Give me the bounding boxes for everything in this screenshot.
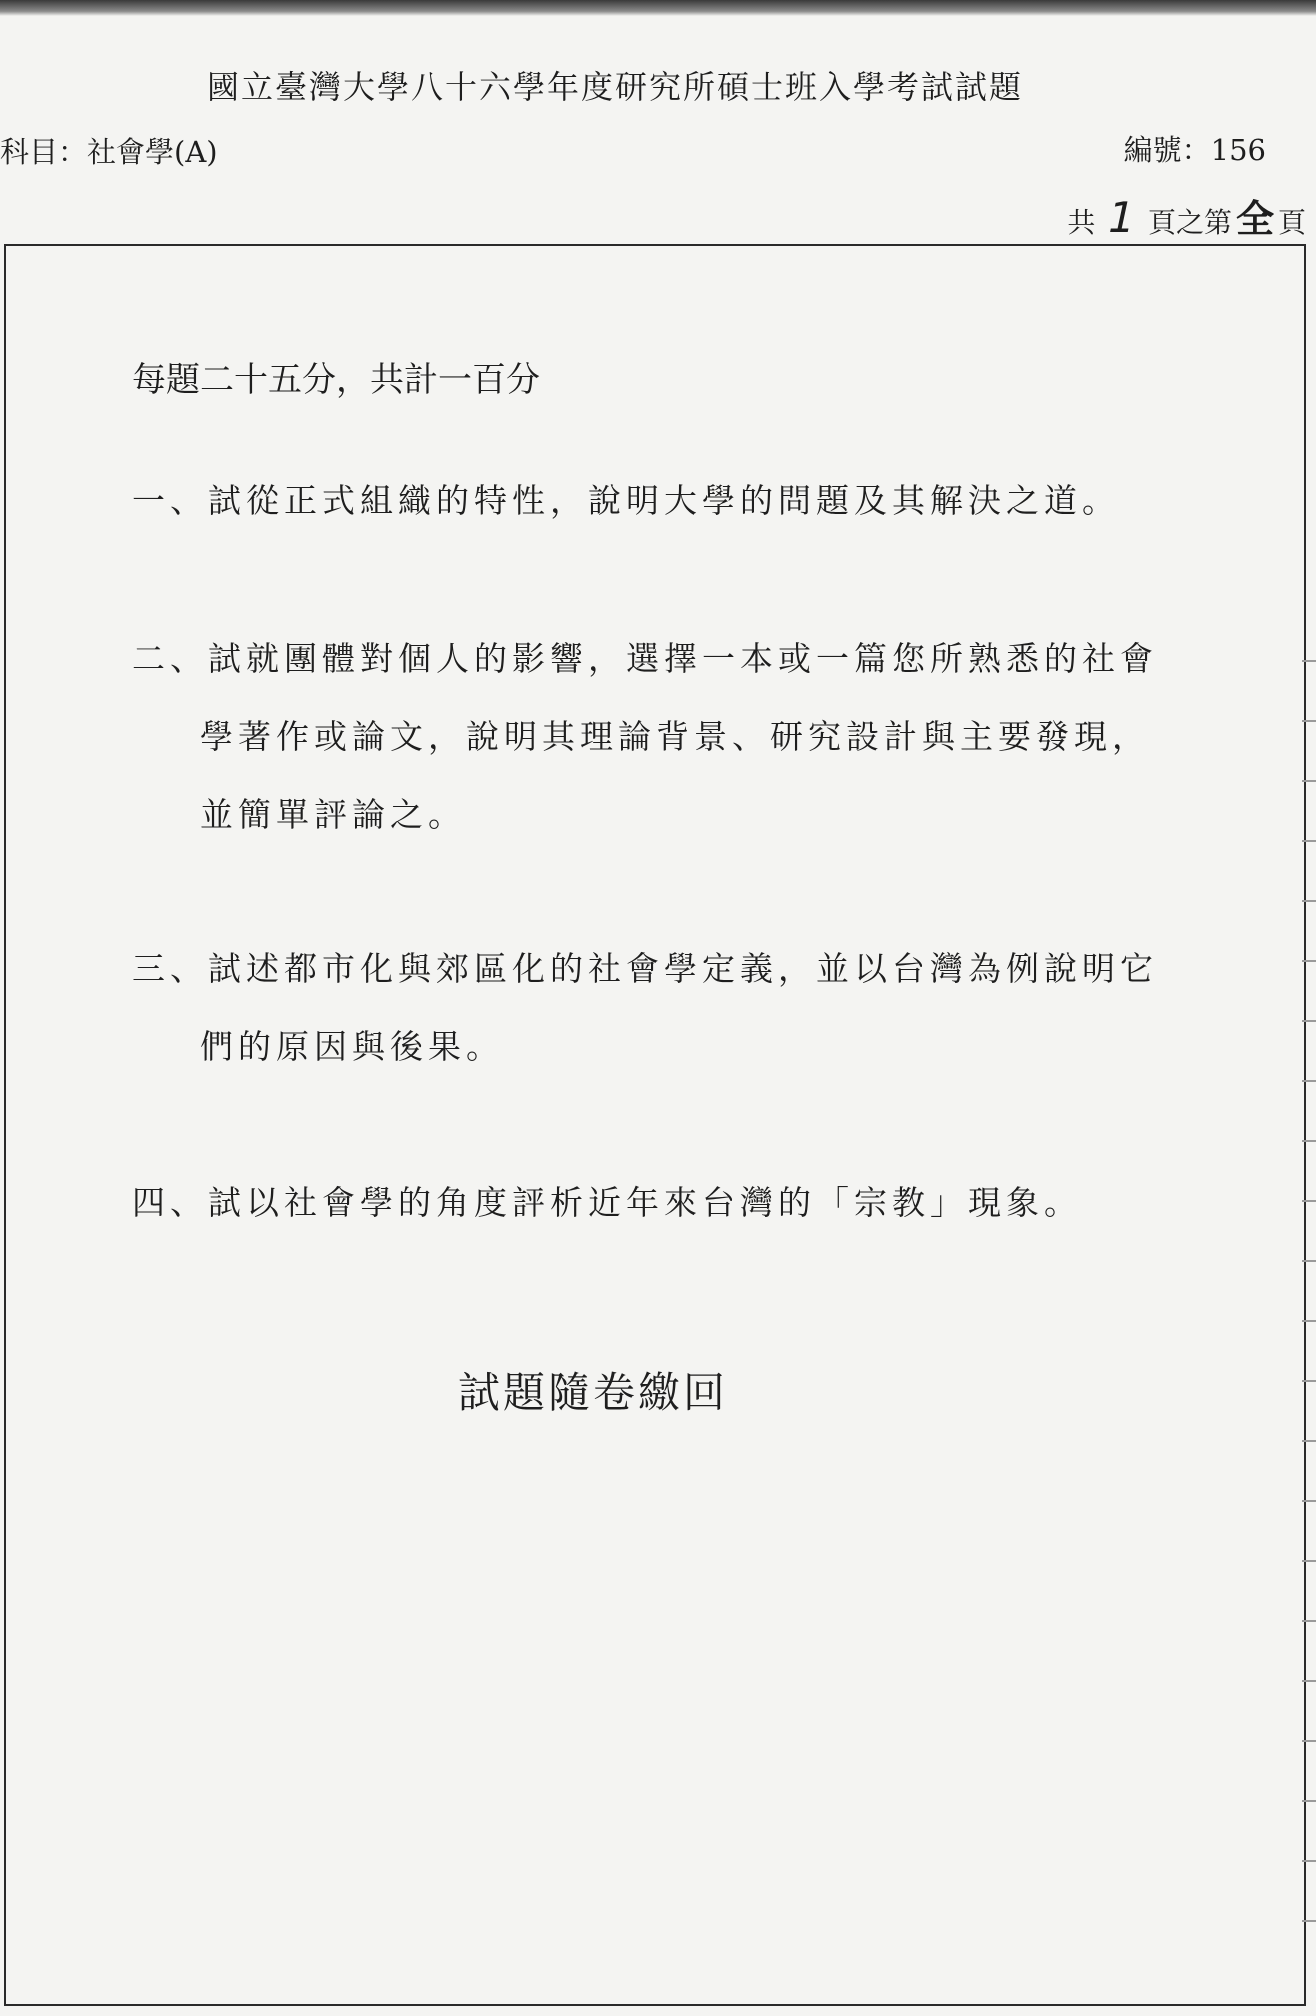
margin-rule bbox=[1302, 1440, 1316, 1442]
margin-rule bbox=[1302, 1620, 1316, 1622]
page-count bbox=[1067, 188, 1306, 243]
margin-rule bbox=[1302, 1260, 1316, 1262]
question-3 bbox=[132, 930, 1158, 1086]
exam-code: 編號：156 bbox=[1123, 133, 1266, 167]
page-total-handwritten: 1 bbox=[1103, 193, 1141, 242]
margin-rule bbox=[1302, 660, 1316, 662]
question-1 bbox=[132, 462, 1120, 540]
question-4 bbox=[132, 1164, 1082, 1242]
margin-rule bbox=[1302, 960, 1316, 962]
scan-top-edge bbox=[0, 0, 1316, 16]
margin-rule bbox=[1302, 1140, 1316, 1142]
margin-rule bbox=[1302, 1380, 1316, 1382]
points-instruction: 每題二十五分，共計一百分 bbox=[132, 360, 540, 400]
question-4-line-1: 四、試以社會學的角度評析近年來台灣的「宗教」現象。 bbox=[132, 1183, 1082, 1222]
question-2-line-2: 學著作或論文，說明其理論背景、研究設計與主要發現， bbox=[200, 717, 1150, 756]
margin-rule bbox=[1302, 1200, 1316, 1202]
page-count-suffix: 頁 bbox=[1277, 206, 1306, 239]
question-3-line-1: 三、試述都市化與郊區化的社會學定義，並以台灣為例說明它 bbox=[132, 949, 1158, 988]
margin-rule bbox=[1302, 1800, 1316, 1802]
question-1-line-1: 一、試從正式組織的特性，說明大學的問題及其解決之道。 bbox=[132, 481, 1120, 520]
margin-rule bbox=[1302, 840, 1316, 842]
margin-rule bbox=[1302, 1860, 1316, 1862]
margin-rule bbox=[1302, 780, 1316, 782]
margin-rule bbox=[1302, 720, 1316, 722]
margin-rule bbox=[1302, 1920, 1316, 1922]
question-2-line-3: 並簡單評論之。 bbox=[200, 795, 466, 834]
margin-rule bbox=[1302, 1080, 1316, 1082]
page-count-prefix: 共 bbox=[1067, 206, 1096, 239]
return-note: 試題隨卷繳回 bbox=[458, 1368, 729, 1417]
question-2 bbox=[132, 620, 1158, 854]
question-2-line-1: 二、試就團體對個人的影響，選擇一本或一篇您所熟悉的社會 bbox=[132, 639, 1158, 678]
margin-rule bbox=[1302, 1740, 1316, 1742]
question-3-line-2: 們的原因與後果。 bbox=[200, 1027, 504, 1066]
subject-label: 科目：社會學(A) bbox=[0, 135, 218, 169]
margin-rule bbox=[1302, 1500, 1316, 1502]
margin-rule bbox=[1302, 1680, 1316, 1682]
margin-rule bbox=[1302, 1320, 1316, 1322]
margin-rule bbox=[1302, 1020, 1316, 1022]
margin-rule bbox=[1302, 1560, 1316, 1562]
page-count-middle: 頁之第 bbox=[1147, 206, 1232, 239]
margin-rule bbox=[1302, 900, 1316, 902]
exam-header-title: 國立臺灣大學八十六學年度研究所碩士班入學考試試題 bbox=[206, 68, 1023, 106]
page-current-handwritten: 全 bbox=[1235, 197, 1274, 241]
